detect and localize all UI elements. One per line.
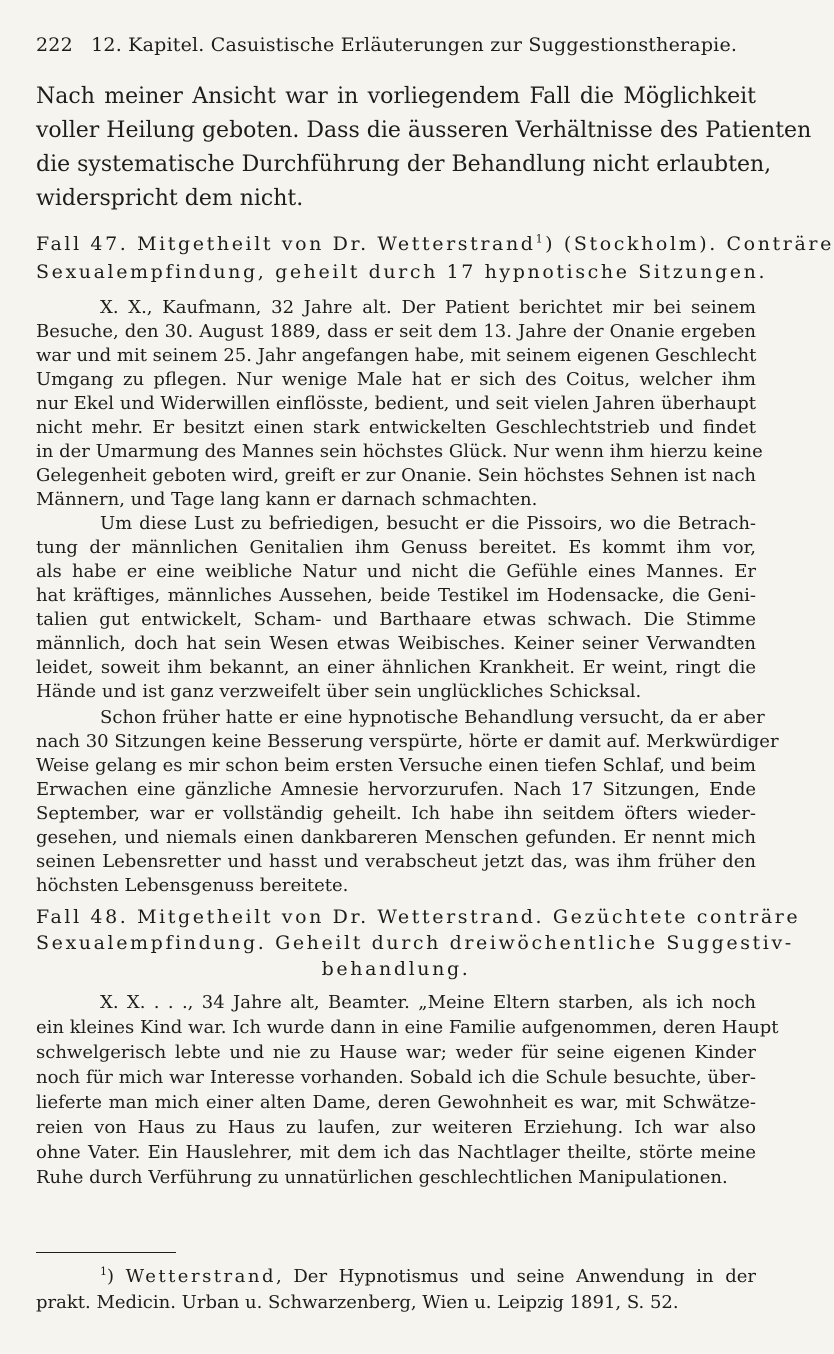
footnote-text: , Der Hypnotismus und seine Anwendung in der — [276, 1266, 756, 1287]
case-47-line: September, war er vollständig geheilt. Ich habe ihn seitdem öfters wieder- — [36, 803, 756, 824]
case-47-line: Umgang zu pflegen. Nur wenige Male hat er sich des Coitus, welcher ihm — [36, 369, 756, 390]
case-48-heading: Sexualempfindung. Geheilt durch dreiwöchentliche Suggestiv- — [36, 932, 794, 954]
case-47-line: in der Umarmung des Mannes sein höchstes Glück. Nur wenn ihm hierzu keine — [36, 441, 763, 462]
page-number: 222 — [36, 34, 73, 56]
case-47-line: Hände und ist ganz verzweifelt über sein unglückliches Schicksal. — [36, 681, 642, 702]
footnote-author: Wetterstrand — [125, 1266, 276, 1287]
case-47-line: nicht mehr. Er besitzt einen stark entwickelten Geschlechtstrieb und findet — [36, 417, 756, 438]
case-48-line: noch für mich war Interesse vorhanden. Sobald ich die Schule besuchte, über- — [36, 1067, 756, 1088]
running-title: Casuistische Erläuterungen zur Suggestionstherapie. — [210, 34, 738, 56]
case-47-line: seinen Lebensretter und hasst und verabscheut jetzt das, was ihm früher den — [36, 851, 756, 872]
case-47-line: höchsten Lebensgenuss bereitete. — [36, 875, 349, 896]
running-header — [36, 34, 738, 56]
case-47-line: männlich, doch hat sein Wesen etwas Weibisches. Keiner seiner Verwandten — [36, 633, 756, 654]
footnote-line: prakt. Medicin. Urban u. Schwarzenberg, Wien u. Leipzig 1891, S. 52. — [36, 1292, 679, 1313]
case-47-line: Um diese Lust zu befriedigen, besucht er die Pissoirs, wo die Betrach- — [100, 513, 756, 534]
case-48-line: schwelgerisch lebte und nie zu Hause war; weder für seine eigenen Kinder — [36, 1042, 756, 1063]
lead-line: die systematische Durchführung der Behandlung nicht erlaubten, — [36, 152, 772, 177]
footnote-line: $^1$) Wetterstrand, Der Hypnotismus und seine Anwendung in der — [100, 1265, 756, 1287]
footnote-divider — [36, 1252, 176, 1253]
case-47-line: nach 30 Sitzungen keine Besserung verspürte, hörte er damit auf. Merkwürdiger — [36, 731, 779, 752]
lead-line: Nach meiner Ansicht war in vorliegendem Fall die Möglichkeit — [36, 84, 756, 109]
case-47-line: nur Ekel und Widerwillen einflösste, bedient, und seit vielen Jahren überhaupt — [36, 393, 756, 414]
footnote-reference: 1 — [535, 232, 546, 246]
case-48-line: lieferte man mich einer alten Dame, deren Gewohnheit es war, mit Schwätze- — [36, 1092, 756, 1113]
case-48-line: X. X. . . ., 34 Jahre alt, Beamter. „Meine Eltern starben, als ich noch — [100, 992, 756, 1013]
case-47-heading: Sexualempfindung, geheilt durch 17 hypnotische Sitzungen. — [36, 261, 768, 283]
case-48-line: ohne Vater. Ein Hauslehrer, mit dem ich das Nachtlager theilte, störte meine — [36, 1142, 756, 1163]
case-48-heading: behandlung. — [321, 958, 471, 980]
case-47-heading — [36, 232, 834, 255]
case-47-line: Erwachen eine gänzliche Amnesie hervorzurufen. Nach 17 Sitzungen, Ende — [36, 779, 756, 800]
case-48-line: reien von Haus zu Haus zu laufen, zur weiteren Erziehung. Ich war also — [36, 1117, 756, 1138]
case-47-line: tung der männlichen Genitalien ihm Genuss bereitet. Es kommt ihm vor, — [36, 537, 756, 558]
lead-line: widerspricht dem nicht. — [36, 186, 304, 211]
case-48-heading: Fall 48. Mitgetheilt von Dr. Wetterstrand. Gezüchtete conträre — [36, 906, 801, 928]
footnote-marker: 1 — [100, 1265, 107, 1278]
case-48-line: Ruhe durch Verführung zu unnatürlichen geschlechtlichen Manipulationen. — [36, 1167, 728, 1188]
case-47-line: hat kräftiges, männliches Aussehen, beide Testikel im Hodensacke, die Geni- — [36, 585, 756, 606]
case-47-line: Besuche, den 30. August 1889, dass er seit dem 13. Jahre der Onanie ergeben — [36, 321, 756, 342]
lead-line: voller Heilung geboten. Dass die äusseren Verhältnisse des Patienten — [36, 118, 812, 143]
case-47-line: Schon früher hatte er eine hypnotische Behandlung versucht, da er aber — [100, 707, 765, 728]
case-47-heading-text: ) (Stockholm). Conträre — [545, 233, 834, 255]
case-47-line: war und mit seinem 25. Jahr angefangen habe, mit seinem eigenen Geschlecht — [36, 345, 757, 366]
case-47-line: Weise gelang es mir schon beim ersten Versuche einen tiefen Schlaf, und beim — [36, 755, 756, 776]
chapter-label: 12. Kapitel. — [91, 34, 205, 56]
case-47-heading-text: Fall 47. Mitgetheilt von Dr. Wetterstrand — [36, 233, 536, 255]
case-48-line: ein kleines Kind war. Ich wurde dann in eine Familie aufgenommen, deren Haupt — [36, 1017, 779, 1038]
case-47-line: Gelegenheit geboten wird, greift er zur Onanie. Sein höchstes Sehnen ist nach — [36, 465, 757, 486]
case-47-line: leidet, soweit ihm bekannt, an einer ähnlichen Krankheit. Er weint, ringt die — [36, 657, 756, 678]
case-47-line: X. X., Kaufmann, 32 Jahre alt. Der Patient berichtet mir bei seinem — [100, 297, 756, 318]
case-47-line: Männern, und Tage lang kann er darnach schmachten. — [36, 489, 538, 510]
case-47-line: talien gut entwickelt, Scham- und Barthaare etwas schwach. Die Stimme — [36, 609, 756, 630]
case-47-line: gesehen, und niemals einen dankbareren Menschen gefunden. Er nennt mich — [36, 827, 756, 848]
case-47-line: als habe er eine weibliche Natur und nicht die Gefühle eines Mannes. Er — [36, 561, 756, 582]
